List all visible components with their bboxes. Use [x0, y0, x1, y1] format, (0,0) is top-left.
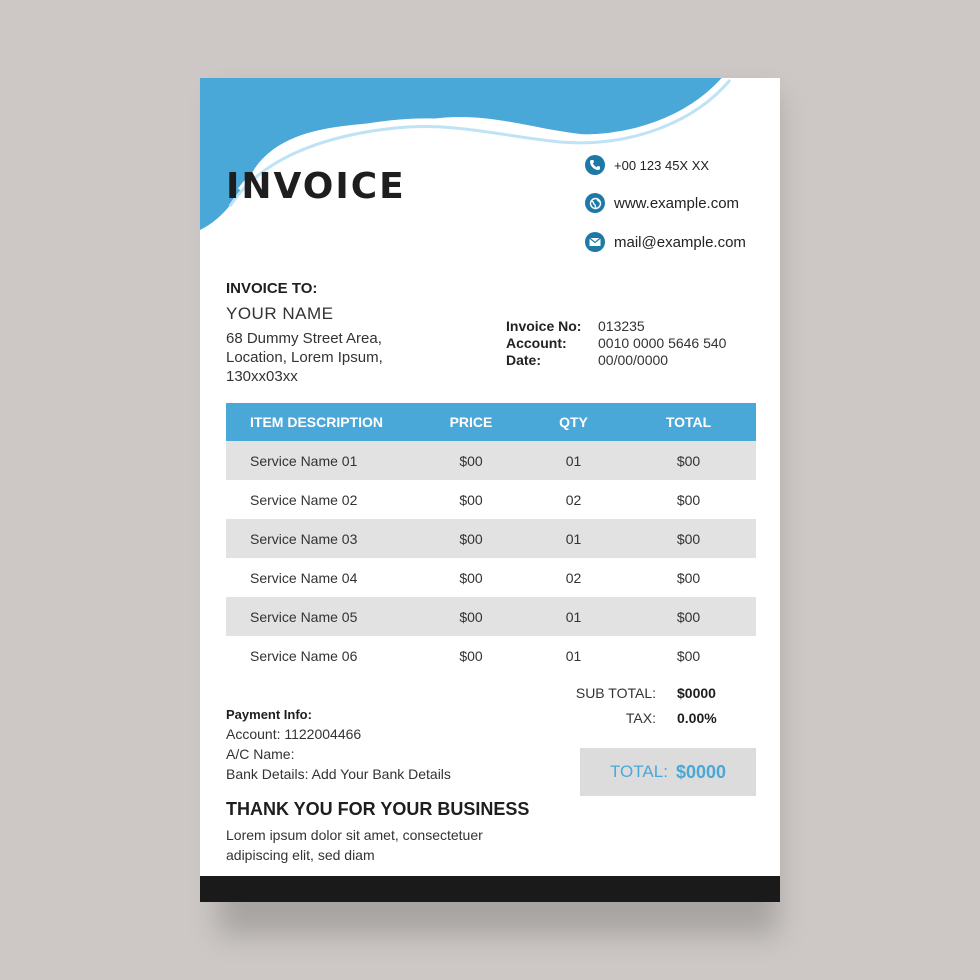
table-row [226, 558, 756, 597]
payment-account: Account: 1122004466 [226, 726, 362, 742]
table-row [226, 480, 756, 519]
cell-price: $00 [459, 530, 483, 547]
header-total: TOTAL [665, 414, 712, 430]
thank-you-heading: THANK YOU FOR YOUR BUSINESS [226, 799, 530, 819]
cell-qty: 02 [565, 491, 582, 508]
meta-date [506, 352, 726, 369]
website-link[interactable]: www.example.com [614, 194, 740, 212]
cell-description: Service Name 03 [250, 530, 358, 547]
payment-info-title: Payment Info: [226, 707, 312, 722]
invoice-page [200, 78, 780, 902]
cell-total: $00 [676, 452, 701, 469]
meta-account [506, 335, 726, 352]
total-value: $0000 [675, 761, 726, 782]
meta-label: Date: [506, 352, 542, 368]
meta-value: 00/00/0000 [598, 352, 669, 368]
cell-qty: 01 [565, 452, 582, 469]
cell-price: $00 [459, 491, 483, 508]
header-description: ITEM DESCRIPTION [250, 414, 384, 430]
cell-total: $00 [676, 608, 701, 625]
table-row [226, 441, 756, 480]
mail-icon [585, 232, 605, 252]
email-link[interactable]: mail@example.com [614, 233, 746, 251]
globe-icon [585, 193, 605, 213]
meta-invoice-no [506, 318, 726, 335]
invoice-to-heading: INVOICE TO: [226, 280, 318, 297]
cell-price: $00 [459, 452, 483, 469]
table-row [226, 636, 756, 675]
cell-qty: 01 [565, 530, 582, 547]
table-row [226, 519, 756, 558]
tax-label: TAX: [625, 710, 656, 726]
cell-total: $00 [676, 530, 701, 547]
total-label: TOTAL: [609, 762, 668, 781]
payment-bank-details: Bank Details: Add Your Bank Details [226, 766, 451, 782]
footer-note: Lorem ipsum dolor sit amet, consectetuer adipiscing elit, sed diam [226, 827, 483, 863]
cell-description: Service Name 06 [250, 647, 358, 664]
table-header [226, 403, 756, 441]
phone-text: +00 123 45X XX [614, 157, 710, 173]
cell-price: $00 [459, 647, 483, 664]
subtotal-value: $0000 [677, 685, 716, 701]
contact-email [585, 232, 746, 252]
payment-ac-name: A/C Name: [226, 746, 295, 762]
invoice-meta [506, 318, 726, 369]
cell-description: Service Name 02 [250, 491, 358, 508]
contact-phone [585, 155, 709, 175]
cell-qty: 01 [565, 608, 582, 625]
contact-website [585, 193, 739, 213]
client-name: YOUR NAME [226, 304, 334, 323]
header-qty: QTY [559, 414, 588, 430]
header-price: PRICE [449, 414, 493, 430]
client-address: 68 Dummy Street Area, Location, Lorem Ipsum, 130xx03xx [226, 330, 383, 385]
cell-qty: 01 [565, 647, 582, 664]
cell-description: Service Name 04 [250, 569, 358, 586]
items-table [226, 403, 756, 675]
meta-value: 0010 0000 5646 540 [598, 335, 727, 351]
phone-icon [585, 155, 605, 175]
cell-qty: 02 [565, 569, 582, 586]
cell-total: $00 [676, 569, 701, 586]
cell-description: Service Name 01 [250, 452, 358, 469]
cell-total: $00 [676, 491, 701, 508]
meta-label: Account: [506, 335, 567, 351]
footer-bar [200, 876, 780, 902]
tax-value: 0.00% [677, 710, 717, 726]
cell-description: Service Name 05 [250, 608, 358, 625]
grand-total-box [580, 748, 756, 796]
cell-price: $00 [459, 569, 483, 586]
meta-label: Invoice No: [506, 318, 582, 334]
cell-total: $00 [676, 647, 701, 664]
invoice-title: INVOICE [226, 166, 406, 207]
subtotal-label: SUB TOTAL: [575, 685, 656, 701]
meta-value: 013235 [598, 318, 645, 334]
cell-price: $00 [459, 608, 483, 625]
table-row [226, 597, 756, 636]
